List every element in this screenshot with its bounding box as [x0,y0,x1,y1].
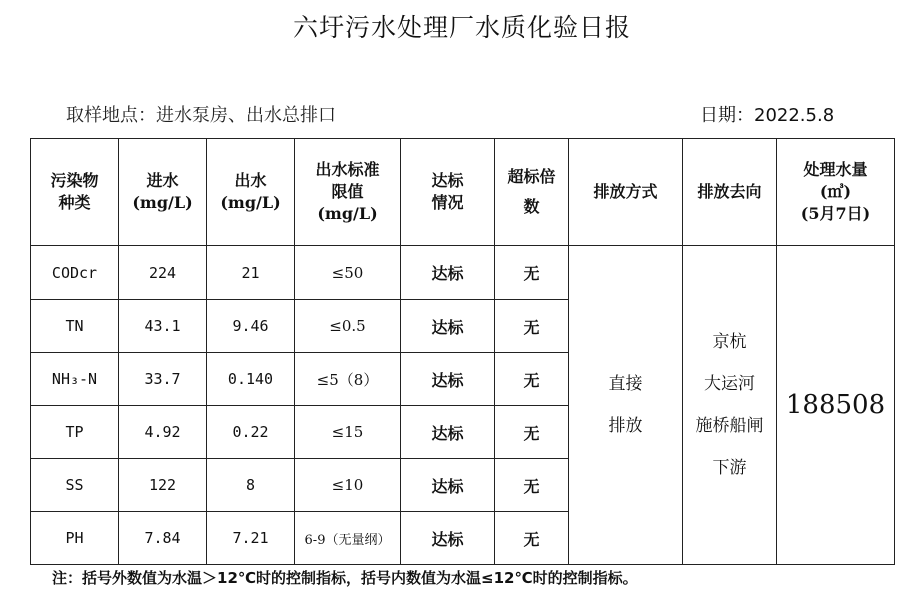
pollutant-cell: CODcr [31,246,119,300]
inflow-cell: 122 [119,459,207,512]
outflow-cell: 0.140 [207,353,295,406]
inflow-cell: 4.92 [119,406,207,459]
pollutant-cell: PH [31,512,119,565]
pollutant-cell: TN [31,300,119,353]
exceed-cell: 无 [495,459,569,512]
limit-cell: 6-9（无量纲） [295,512,401,565]
inflow-cell: 7.84 [119,512,207,565]
compliance-cell: 达标 [401,406,495,459]
inflow-cell: 224 [119,246,207,300]
outflow-cell: 21 [207,246,295,300]
outflow-cell: 0.22 [207,406,295,459]
exceed-cell: 无 [495,406,569,459]
limit-cell: ≤50 [295,246,401,300]
footnote: 注：括号外数值为水温＞12℃时的控制指标，括号内数值为水温≤12℃时的控制指标。 [52,569,638,587]
compliance-cell: 达标 [401,300,495,353]
pollutant-cell: TP [31,406,119,459]
compliance-cell: 达标 [401,459,495,512]
limit-cell: ≤15 [295,406,401,459]
discharge-dest-cell: 京杭 大运河 施桥船闸 下游 [683,246,777,565]
outflow-cell: 7.21 [207,512,295,565]
table-row [31,246,895,300]
exceed-cell: 无 [495,300,569,353]
exceed-cell: 无 [495,353,569,406]
pollutant-cell: SS [31,459,119,512]
header-discharge-method: 排放方式 [569,139,683,246]
compliance-cell: 达标 [401,512,495,565]
limit-cell: ≤0.5 [295,300,401,353]
exceed-cell: 无 [495,512,569,565]
header-limit: 出水标准 限值 (mg/L) [295,139,401,246]
water-quality-table [30,138,895,565]
header-compliance: 达标 情况 [401,139,495,246]
exceed-cell: 无 [495,246,569,300]
header-exceed: 超标倍 数 [495,139,569,246]
outflow-cell: 9.46 [207,300,295,353]
header-outflow: 出水 (mg/L) [207,139,295,246]
limit-cell: ≤10 [295,459,401,512]
header-discharge-dest: 排放去向 [683,139,777,246]
report-date: 日期：2022.5.8 [700,105,835,126]
sampling-location: 取样地点：进水泵房、出水总排口 [66,105,336,126]
limit-cell: ≤5（8） [295,353,401,406]
discharge-method-cell: 直接 排放 [569,246,683,565]
report-title: 六圩污水处理厂水质化验日报 [292,13,631,42]
header-inflow: 进水 (mg/L) [119,139,207,246]
header-pollutant: 污染物 种类 [31,139,119,246]
compliance-cell: 达标 [401,246,495,300]
header-volume: 处理水量 (㎥) (5月7日) [777,139,895,246]
outflow-cell: 8 [207,459,295,512]
pollutant-cell: NH₃-N [31,353,119,406]
inflow-cell: 33.7 [119,353,207,406]
volume-cell: 188508 [777,246,895,565]
header-row [31,139,895,246]
inflow-cell: 43.1 [119,300,207,353]
compliance-cell: 达标 [401,353,495,406]
